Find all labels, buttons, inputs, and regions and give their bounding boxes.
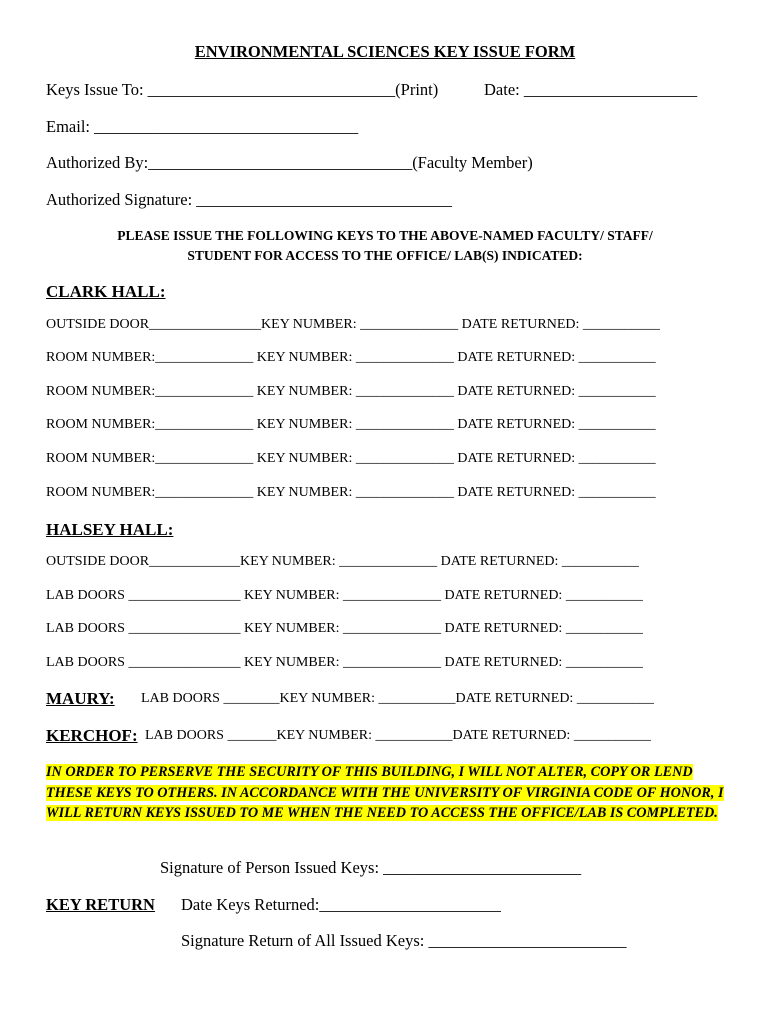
notice-line-1: PLEASE ISSUE THE FOLLOWING KEYS TO THE ABOVE-NAMED FACULTY/ STAFF/	[117, 228, 653, 243]
kerchof-heading: KERCHOF:	[46, 726, 138, 745]
honor-code-highlight: IN ORDER TO PERSERVE THE SECURITY OF THIS BUILDING, I WILL NOT ALTER, COPY OR LEND THESE KEYS TO OTHERS. IN ACCORDANCE WITH THE UNIVERSITY OF VIRGINIA CODE OF HONOR, I WILL RETURN KEYS ISSUED TO ME WHEN THE NEED TO ACCESS THE OFFICE/LAB IS COMPLETED.	[46, 764, 724, 821]
key-return-heading: KEY RETURN	[46, 895, 155, 914]
signature-person-issued-field[interactable]: Signature of Person Issued Keys: ________________________	[160, 858, 582, 877]
halsey-row-lab-2[interactable]: LAB DOORS ________________ KEY NUMBER: ______________ DATE RETURNED: ___________	[46, 621, 643, 636]
date-field[interactable]: Date: _____________________	[484, 80, 698, 99]
halsey-hall-heading: HALSEY HALL:	[46, 520, 174, 539]
form-title: ENVIRONMENTAL SCIENCES KEY ISSUE FORM	[194, 42, 576, 61]
halsey-row-outside-door[interactable]: OUTSIDE DOOR_____________KEY NUMBER: ______________ DATE RETURNED: ___________	[46, 554, 639, 569]
maury-row-lab-doors[interactable]: LAB DOORS ________KEY NUMBER: ___________DATE RETURNED: ___________	[141, 691, 654, 706]
clark-row-room-4[interactable]: ROOM NUMBER:______________ KEY NUMBER: ______________ DATE RETURNED: ___________	[46, 451, 656, 466]
maury-heading: MAURY:	[46, 689, 115, 708]
clark-row-room-3[interactable]: ROOM NUMBER:______________ KEY NUMBER: ______________ DATE RETURNED: ___________	[46, 417, 656, 432]
halsey-row-lab-1[interactable]: LAB DOORS ________________ KEY NUMBER: ______________ DATE RETURNED: ___________	[46, 588, 643, 603]
clark-row-outside-door[interactable]: OUTSIDE DOOR________________KEY NUMBER: ______________ DATE RETURNED: ___________	[46, 317, 660, 332]
clark-row-room-1[interactable]: ROOM NUMBER:______________ KEY NUMBER: ______________ DATE RETURNED: ___________	[46, 350, 656, 365]
clark-row-room-5[interactable]: ROOM NUMBER:______________ KEY NUMBER: ______________ DATE RETURNED: ___________	[46, 485, 656, 500]
signature-return-field[interactable]: Signature Return of All Issued Keys: ________________________	[181, 931, 627, 950]
clark-row-room-2[interactable]: ROOM NUMBER:______________ KEY NUMBER: ______________ DATE RETURNED: ___________	[46, 384, 656, 399]
date-keys-returned-field[interactable]: Date Keys Returned:______________________	[181, 895, 501, 914]
authorized-signature-field[interactable]: Authorized Signature: _______________________________	[46, 190, 453, 209]
kerchof-row-lab-doors[interactable]: LAB DOORS _______KEY NUMBER: ___________DATE RETURNED: ___________	[145, 728, 651, 743]
honor-code-statement	[46, 762, 736, 824]
email-field[interactable]: Email: ________________________________	[46, 117, 359, 136]
keys-issue-to-field[interactable]: Keys Issue To: ______________________________(Print)	[46, 80, 439, 99]
clark-hall-heading: CLARK HALL:	[46, 282, 166, 301]
notice-line-2: STUDENT FOR ACCESS TO THE OFFICE/ LAB(S) INDICATED:	[187, 248, 583, 263]
halsey-row-lab-3[interactable]: LAB DOORS ________________ KEY NUMBER: ______________ DATE RETURNED: ___________	[46, 655, 643, 670]
authorized-by-field[interactable]: Authorized By:________________________________(Faculty Member)	[46, 153, 533, 172]
